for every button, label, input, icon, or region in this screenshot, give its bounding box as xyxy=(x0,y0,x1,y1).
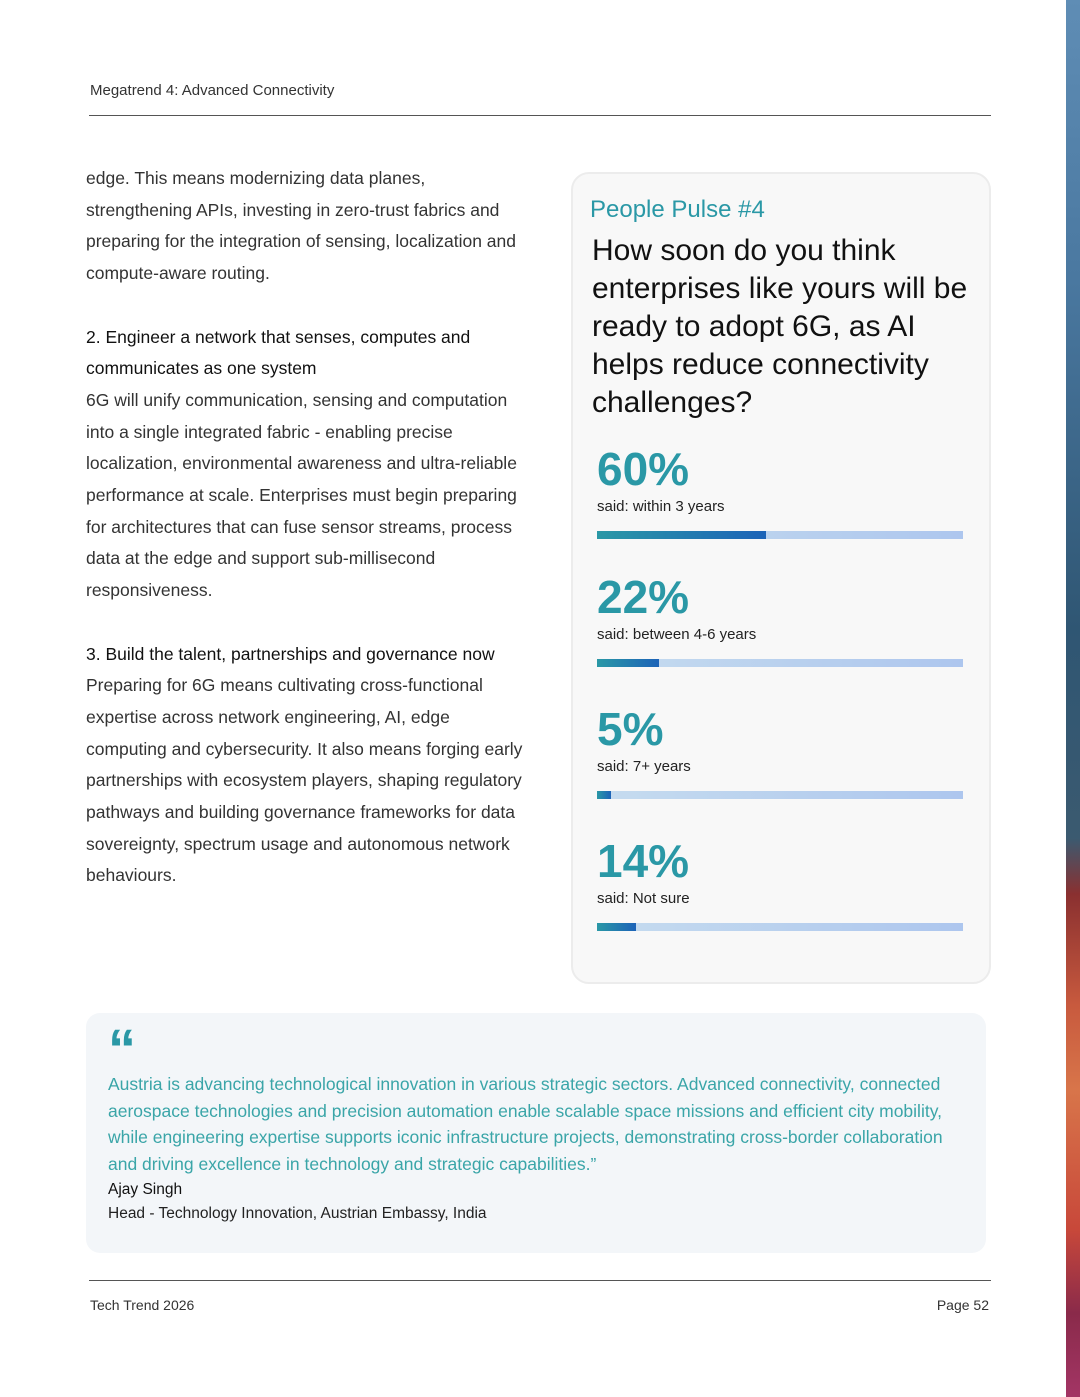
stat-label: said: 7+ years xyxy=(597,758,691,775)
stat-label: said: within 3 years xyxy=(597,498,725,515)
section-heading: 3. Build the talent, partnerships and governance now xyxy=(86,643,495,664)
page-number: Page 52 xyxy=(936,1297,989,1313)
footer-divider xyxy=(89,1280,991,1281)
footer-title: Tech Trend 2026 xyxy=(90,1297,195,1313)
body-text xyxy=(86,163,531,924)
progress-bar xyxy=(597,531,963,539)
running-header: Megatrend 4: Advanced Connectivity xyxy=(90,82,335,99)
stat-item xyxy=(597,835,963,931)
stat-percent: 60% xyxy=(597,443,690,495)
quote-author-role: Head - Technology Innovation, Austrian Embassy, India xyxy=(108,1205,487,1223)
stat-percent: 5% xyxy=(597,703,664,755)
section-heading: 2. Engineer a network that senses, computes and communicates as one system xyxy=(86,326,471,379)
paragraph: 6G will unify communication, sensing and computation into a single integrated fabric - enabling precise localization, environmental awareness and ultra-reliable performance at scale. Enterprises must begin preparing for architectures that can fuse sensor streams, process data at the edge and support sub-millisecond responsiveness. xyxy=(86,389,517,601)
progress-fill xyxy=(597,923,636,931)
stat-item xyxy=(597,703,963,799)
stat-label: said: Not sure xyxy=(597,890,690,907)
stat-percent: 22% xyxy=(597,571,690,623)
progress-bar xyxy=(597,659,963,667)
quote-mark-icon: “ xyxy=(108,1017,136,1080)
quote-box xyxy=(86,1013,986,1253)
stat-label: said: between 4-6 years xyxy=(597,626,757,643)
paragraph: Preparing for 6G means cultivating cross-functional expertise across network engineering, AI, edge computing and cybersecurity. It also means forging early partnerships with ecosystem players, shaping regulatory pathways and building governance frameworks for data sovereignty, spectrum usage and autonomous network behaviours. xyxy=(86,675,523,886)
progress-fill xyxy=(597,791,611,799)
progress-fill xyxy=(597,531,766,539)
header-divider xyxy=(89,115,991,116)
decorative-side-strip xyxy=(1066,0,1080,1397)
stat-percent: 14% xyxy=(597,835,690,887)
stat-item xyxy=(597,571,963,667)
people-pulse-card xyxy=(571,172,991,984)
paragraph: edge. This means modernizing data planes, strengthening APIs, investing in zero-trust fabrics and preparing for the integration of sensing, localization and compute-aware routing. xyxy=(86,168,516,284)
quote-text: Austria is advancing technological innovation in various strategic sectors. Advanced connectivity, connected aerospace technologies and precision automation enable scalable space missions and efficient city mobility, while engineering expertise supports iconic infrastructure projects, demonstrating cross-border collaboration and driving excellence in technology and strategic capabilities.” xyxy=(108,1074,943,1174)
quote-author: Ajay Singh xyxy=(108,1181,183,1199)
stat-item xyxy=(597,443,963,539)
progress-bar xyxy=(597,923,963,931)
progress-fill xyxy=(597,659,659,667)
pulse-title: People Pulse #4 xyxy=(590,196,765,223)
pulse-question: How soon do you think enterprises like yours will be ready to adopt 6G, as AI helps reduce connectivity challenges? xyxy=(592,234,968,419)
progress-bar xyxy=(597,791,963,799)
